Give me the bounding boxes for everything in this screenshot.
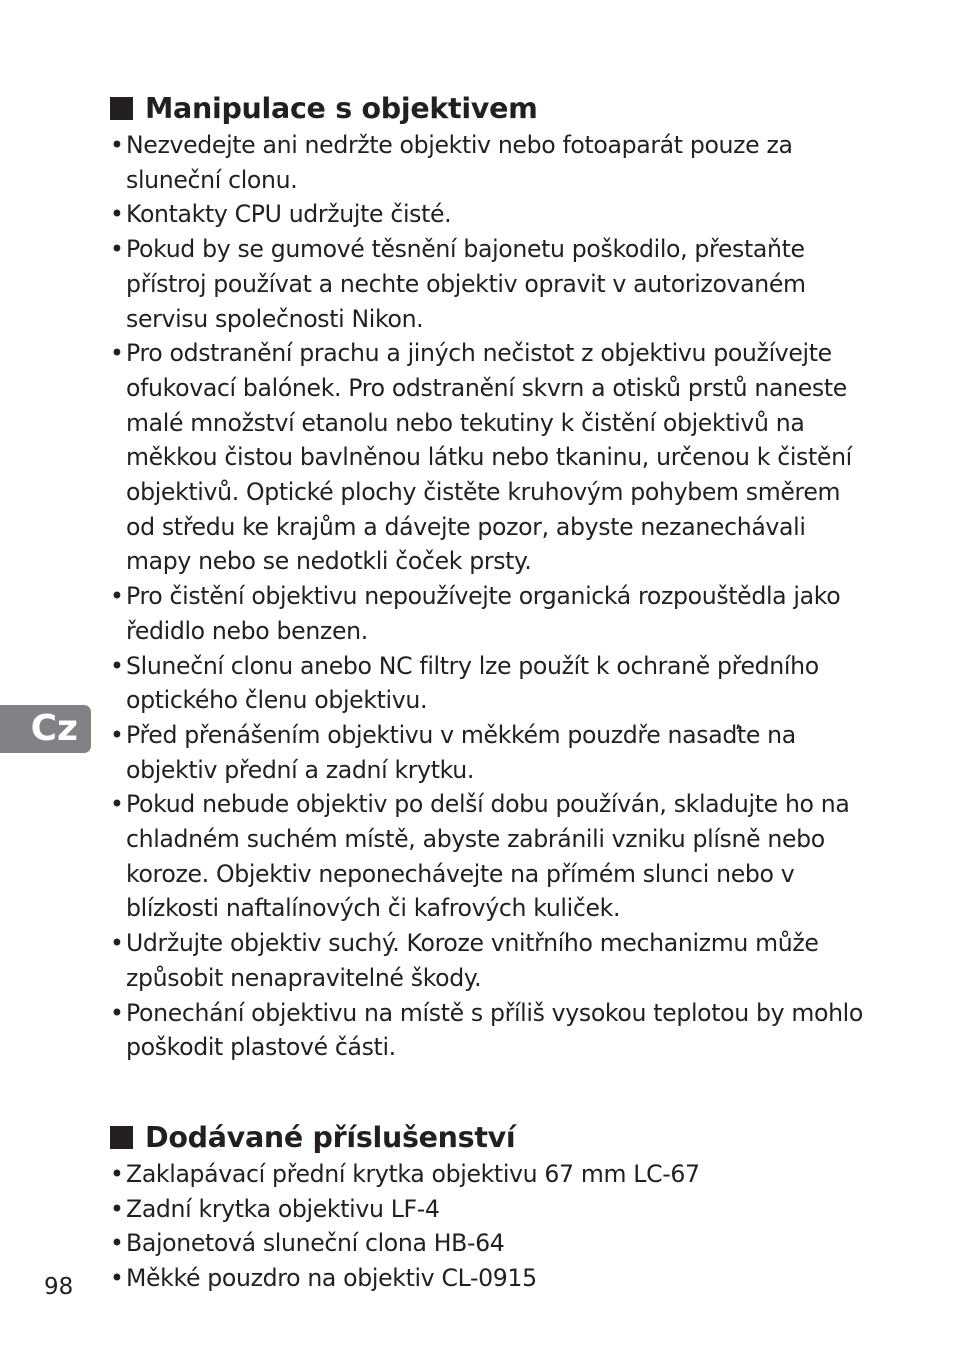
bullet-icon: • <box>110 720 124 749</box>
bullet-icon: • <box>110 929 124 958</box>
bullet-list <box>110 1157 870 1296</box>
section-heading <box>110 88 870 128</box>
list-item <box>110 718 870 787</box>
section-heading <box>110 1117 870 1157</box>
list-item-text: Pokud by se gumové těsnění bajonetu poškodilo, přestaňte přístroj používat a nechte objektiv opravit v autorizovaném servisu společnosti Nikon. <box>126 235 806 333</box>
bullet-icon: • <box>110 235 124 264</box>
list-item-text: Pokud nebude objektiv po delší dobu používán, skladujte ho na chladném suchém místě, abyste zabránili vzniku plísně nebo koroze. Objektiv neponechávejte na přímém slunci nebo v blízkosti naftalínových či kafrových kuliček. <box>126 790 850 923</box>
black-square-icon <box>110 1126 133 1149</box>
list-item-text: Sluneční clonu anebo NC filtry lze použít k ochraně předního optického členu objektivu. <box>126 651 819 715</box>
list-item-text: Bajonetová sluneční clona HB-64 <box>126 1229 505 1258</box>
list-item-text: Pro odstranění prachu a jiných nečistot z objektivu používejte ofukovací balónek. Pro odstranění skvrn a otisků prstů naneste malé množství etanolu nebo tekutiny k čistění objektivů na měkkou čistou bavlněnou látku nebo tkaninu, určenou k čistění objektivů. Optické plochy čistěte kruhovým pohybem směrem od středu ke krajům a dávejte pozor, abyste nezanechávali mapy nebo se nedotkli čoček prsty. <box>126 339 852 576</box>
section-heading-text: Dodávané příslušenství <box>145 1120 516 1154</box>
list-item <box>110 649 870 718</box>
bullet-icon: • <box>110 1194 124 1223</box>
list-item-text: Pro čistění objektivu nepoužívejte organická rozpouštědla jako ředidlo nebo benzen. <box>126 582 841 645</box>
list-item <box>110 926 870 995</box>
bullet-icon: • <box>110 1160 124 1188</box>
bullet-list <box>110 128 870 1065</box>
bullet-icon: • <box>110 1229 124 1258</box>
section-heading-text: Manipulace s objektivem <box>145 91 538 125</box>
black-square-icon <box>110 97 133 120</box>
list-item <box>110 197 870 232</box>
bullet-icon: • <box>110 200 124 229</box>
bullet-icon: • <box>110 582 124 611</box>
bullet-icon: • <box>110 998 124 1027</box>
list-item <box>110 579 870 648</box>
list-item <box>110 336 870 579</box>
list-item <box>110 1226 870 1261</box>
list-item <box>110 1192 870 1227</box>
list-item-text: Ponechání objektivu na místě s příliš vysokou teplotou by mohlo poškodit plastové části. <box>126 998 863 1062</box>
list-item <box>110 128 870 197</box>
list-item <box>110 232 870 336</box>
list-item <box>110 996 870 1065</box>
section-supplied-accessories <box>110 1117 870 1296</box>
list-item <box>110 1261 870 1296</box>
language-tab: Cz <box>0 705 91 753</box>
list-item-text: Udržujte objektiv suchý. Koroze vnitřního mechanizmu může způsobit nenapravitelné škody. <box>126 929 819 992</box>
list-item <box>110 1157 870 1192</box>
section-lens-handling <box>110 88 870 1065</box>
list-item <box>110 787 870 926</box>
list-item-text: Zaklapávací přední krytka objektivu 67 mm LC-67 <box>126 1160 700 1188</box>
list-item-text: Kontakty CPU udržujte čisté. <box>126 200 452 229</box>
bullet-icon: • <box>110 339 124 368</box>
bullet-icon: • <box>110 131 124 159</box>
list-item-text: Nezvedejte ani nedržte objektiv nebo fotoaparát pouze za sluneční clonu. <box>126 131 793 194</box>
list-item-text: Měkké pouzdro na objektiv CL-0915 <box>126 1264 537 1293</box>
bullet-icon: • <box>110 1264 124 1293</box>
list-item-text: Zadní krytka objektivu LF-4 <box>126 1194 440 1223</box>
list-item-text: Před přenášením objektivu v měkkém pouzdře nasaďte na objektiv přední a zadní krytku. <box>126 720 796 784</box>
page-number: 98 <box>44 1274 74 1300</box>
bullet-icon: • <box>110 790 124 819</box>
bullet-icon: • <box>110 651 124 680</box>
